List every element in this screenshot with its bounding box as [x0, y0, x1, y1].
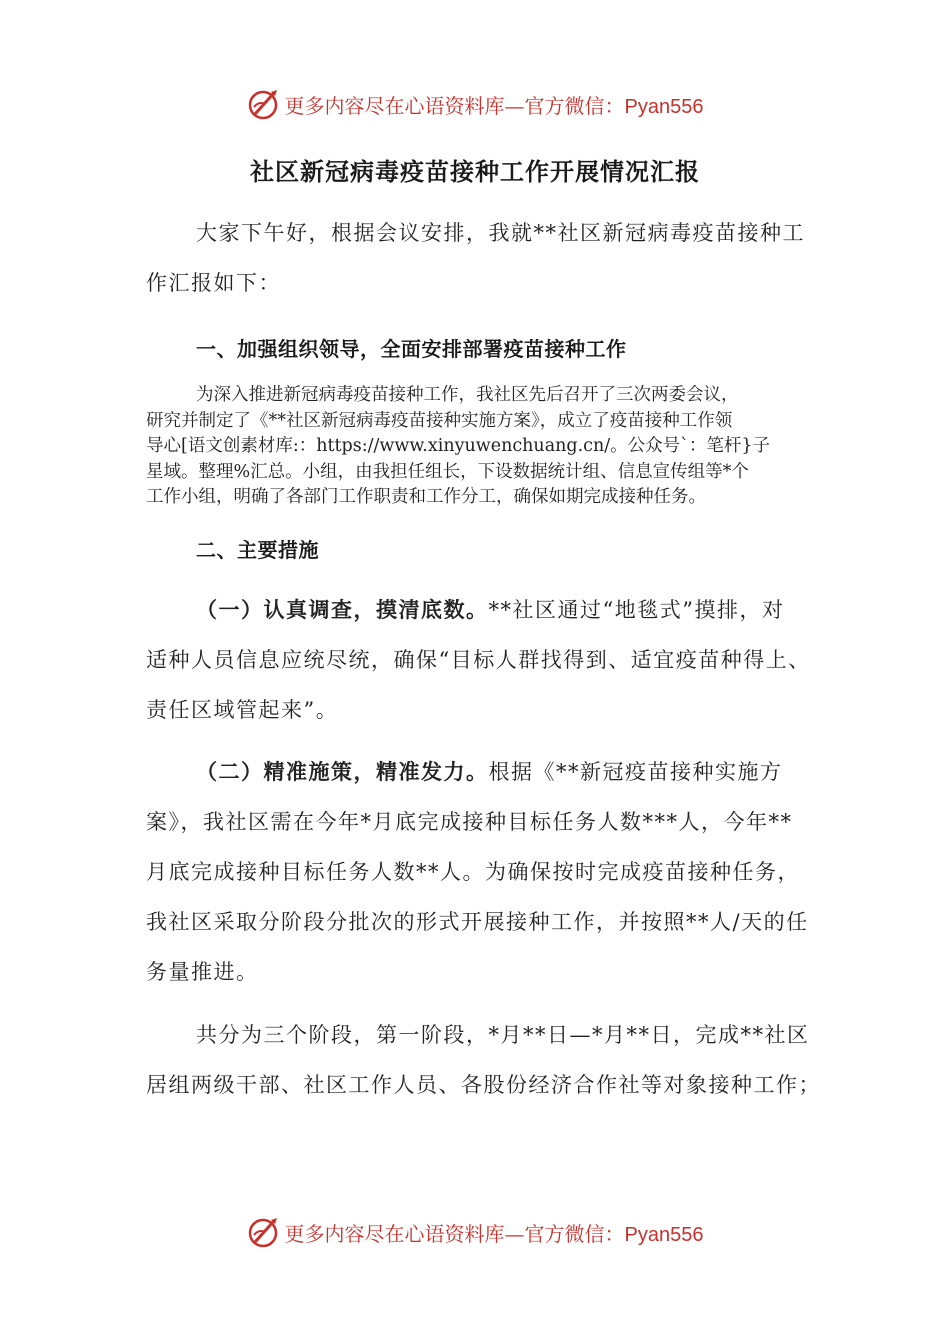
intro-line: 大家下午好，根据会议安排，我就**社区新冠病毒疫苗接种工 — [196, 221, 805, 245]
bottom-watermark-banner — [0, 1210, 950, 1254]
pen-logo-icon — [247, 1215, 281, 1249]
measure-item-2-line: （二）精准施策，精准发力。根据《**新冠疫苗接种实施方 — [196, 760, 783, 784]
phases-line: 居组两级干部、社区工作人员、各股份经济合作社等对象接种工作； — [146, 1073, 821, 1097]
top-watermark-banner — [0, 82, 950, 126]
phases-paragraph — [146, 1010, 821, 1110]
section1-line: 为深入推进新冠病毒疫苗接种工作，我社区先后召开了三次两委会议， — [196, 385, 739, 405]
measure-item-2-title: （二）精准施策，精准发力。 — [196, 760, 489, 784]
measure-item-1-line: 责任区域管起来”。 — [146, 698, 339, 722]
watermark-text: 更多内容尽在心语资料库—官方微信：Pyan556 — [284, 93, 704, 118]
measure-item-1-title: （一）认真调查，摸清底数。 — [196, 598, 489, 622]
pen-logo-icon — [247, 87, 281, 121]
phases-line: 共分为三个阶段，第一阶段，*月**日—*月**日，完成**社区 — [196, 1023, 810, 1047]
section1-line: 研究并制定了《**社区新冠病毒疫苗接种实施方案》，成立了疫苗接种工作领 — [146, 410, 733, 431]
measure-item-2-line: 务量推进。 — [146, 960, 259, 984]
measure-item-2-line: 我社区采取分阶段分批次的形式开展接种工作，并按照**人/天的任 — [146, 910, 809, 934]
section1-line: 导心[语文创素材库:：https://www.xinyuwenchuang.cn/。公众号`：笔杆}子 — [146, 436, 771, 456]
measure-item-2-line: 月底完成接种目标任务人数**人。为确保按时完成疫苗接种任务， — [146, 860, 800, 884]
measure-item-1-line: （一）认真调查，摸清底数。**社区通过“地毯式”摸排，对 — [196, 598, 785, 622]
section1-line: 工作小组，明确了各部门工作职责和工作分工，确保如期完成接种任务。 — [146, 487, 706, 507]
measure-item-1-line: 适种人员信息应统尽统，确保“目标人群找得到、适宜疫苗种得上、 — [146, 648, 811, 672]
measure-item-2 — [146, 747, 809, 997]
watermark-text: 更多内容尽在心语资料库—官方微信：Pyan556 — [284, 1221, 704, 1246]
section1-body — [146, 383, 806, 511]
section2-heading: 二、主要措施 — [196, 538, 319, 562]
intro-line: 作汇报如下： — [146, 271, 281, 295]
measure-item-2-line: 案》，我社区需在今年*月底完成接种目标任务人数***人，今年** — [146, 810, 793, 834]
measure-item-1 — [146, 585, 811, 735]
intro-paragraph — [146, 208, 806, 308]
document-title: 社区新冠病毒疫苗接种工作开展情况汇报 — [250, 158, 700, 186]
section1-heading: 一、加强组织领导，全面安排部署疫苗接种工作 — [196, 337, 627, 361]
section1-line: 星域。整理%汇总。小组，由我担任组长，下设数据统计组、信息宣传组等*个 — [146, 461, 749, 482]
